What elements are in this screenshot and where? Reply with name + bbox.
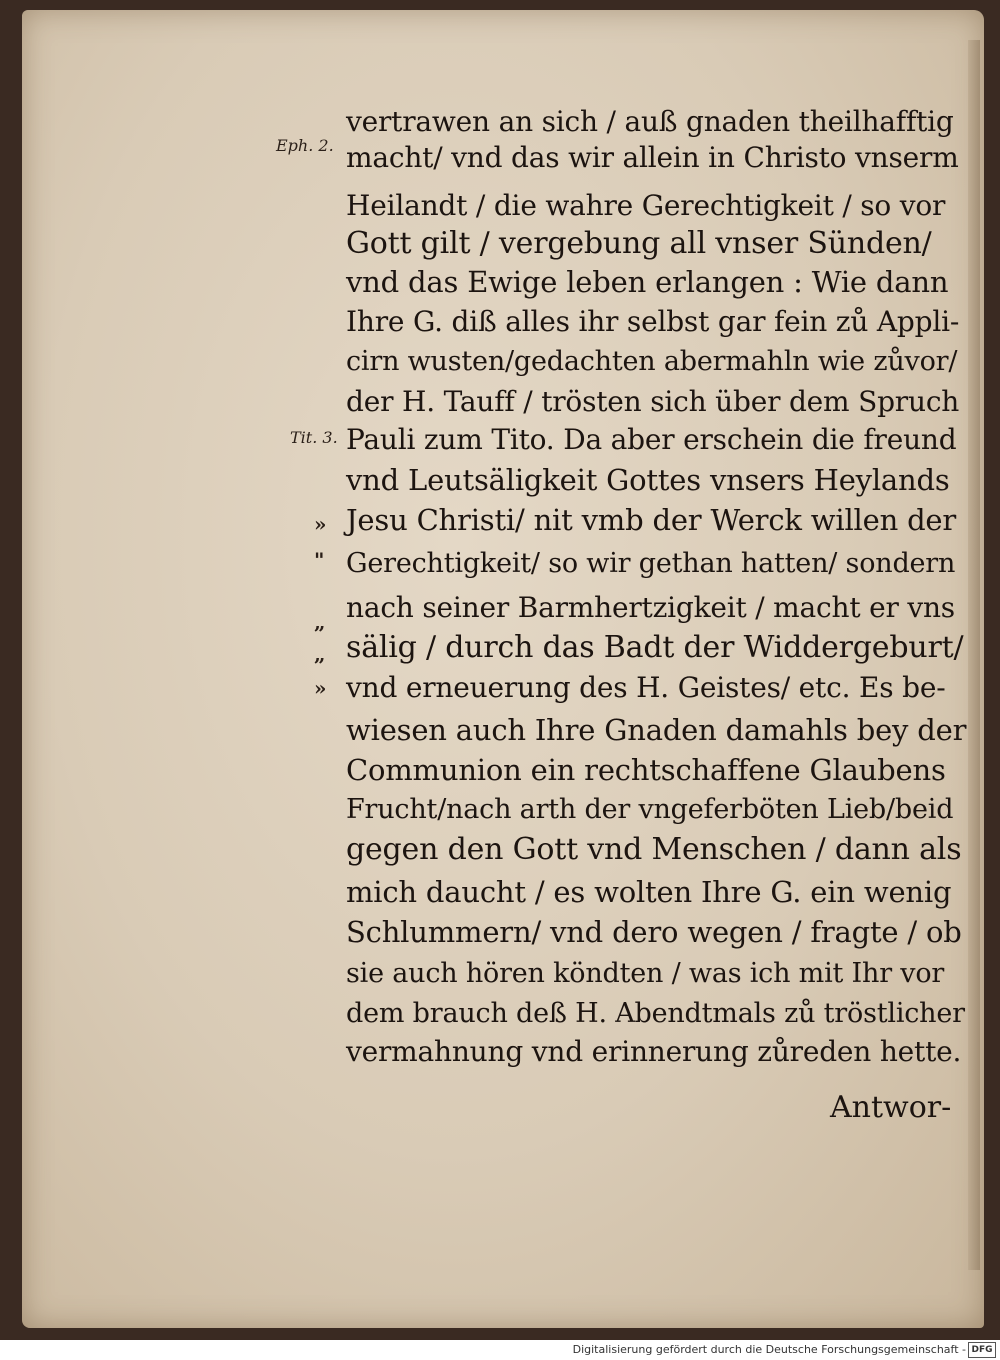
text-line: Gott gilt / vergebung all vnser Sünden/ [346,226,932,261]
text-line: Heilandt / die wahre Gerechtigkeit / so vor [346,189,946,222]
text-line: vermahnung vnd erinnerung zůreden hette. [346,1035,962,1068]
quote-mark: „ [314,642,326,666]
dfg-logo-icon: DFG [968,1342,996,1358]
text-line: vertrawen an sich / auß gnaden theilhafftig [346,105,954,138]
quote-mark: » [314,676,327,700]
text-line: sälig / durch das Badt der Widdergeburt/ [346,630,964,665]
text-line: Frucht/nach arth der vngeferböten Lieb/beid [346,794,954,825]
text-line: macht/ vnd das wir allein in Christo vnserm [346,141,959,174]
text-line: dem brauch deß H. Abendtmals zů tröstlicher [346,998,965,1029]
quote-mark: " [314,548,325,572]
quote-mark: „ [314,610,326,634]
text-line: Communion ein rechtschaffene Glaubens [346,753,946,787]
margin-note-tit: Tit. 3. [290,428,338,447]
text-line: Ihre G. diß alles ihr selbst gar fein zů Appli- [346,305,960,338]
text-line: Pauli zum Tito. Da aber erschein die freund [346,423,957,456]
text-line: vnd erneuerung des H. Geistes/ etc. Es be- [346,671,946,704]
margin-note-eph: Eph. 2. [276,136,334,155]
text-line: cirn wusten/gedachten abermahln wie zůvor/ [346,346,958,377]
quote-mark: » [314,512,327,536]
text-line: vnd Leutsäligkeit Gottes vnsers Heylands [346,463,950,497]
text-line: der H. Tauff / trösten sich über dem Spruch [346,385,960,418]
text-line: mich daucht / es wolten Ihre G. ein wenig [346,875,952,909]
catchword: Antwor- [830,1090,952,1125]
text-line: nach seiner Barmhertzigkeit / macht er vns [346,591,955,624]
text-line: wiesen auch Ihre Gnaden damahls bey der [346,713,967,747]
text-line: Schlummern/ vnd dero wegen / fragte / ob [346,915,962,949]
footer-credit: Digitalisierung gefördert durch die Deutsche Forschungsgemeinschaft - [572,1343,966,1356]
text-line: sie auch hören köndten / was ich mit Ihr vor [346,958,945,989]
text-line: vnd das Ewige leben erlangen : Wie dann [346,265,949,299]
text-line: gegen den Gott vnd Menschen / dann als [346,832,962,867]
page-edge-shadow [968,40,980,1270]
text-line: Jesu Christi/ nit vmb der Werck willen der [346,503,957,537]
text-line: Gerechtigkeit/ so wir gethan hatten/ sondern [346,548,956,579]
